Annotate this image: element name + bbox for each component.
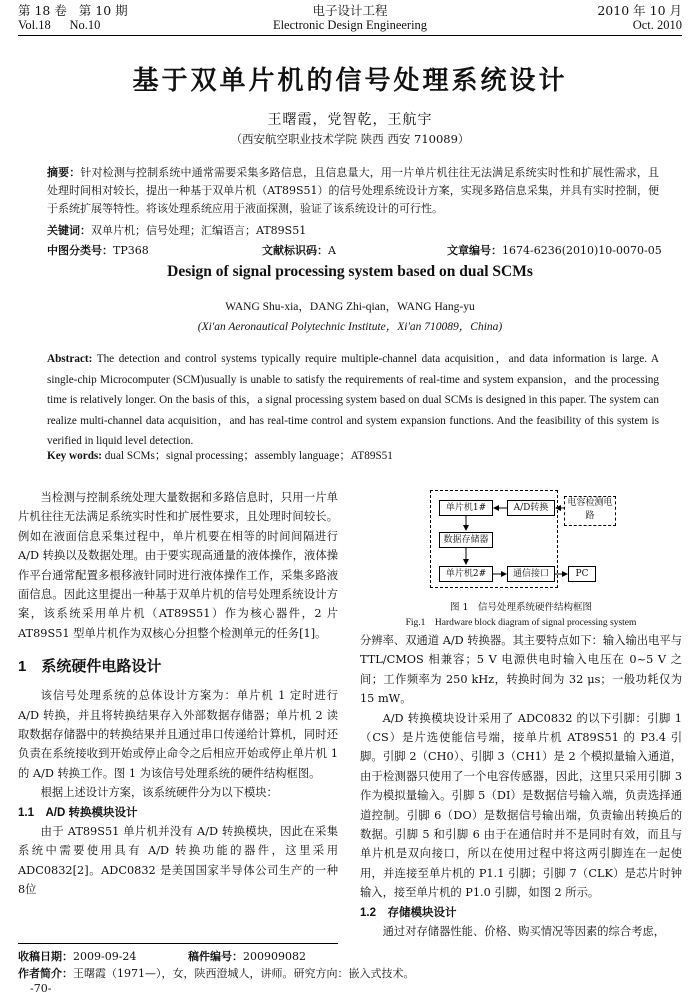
abstract-cn-label: 摘要：: [47, 166, 81, 179]
sensor-circuit-box: 电容检测电路: [564, 496, 616, 526]
modules-paragraph: 根据上述设计方案，该系统硬件分为以下模块：: [40, 786, 278, 800]
authors-en: WANG Shu-xia，DANG Zhi-qian，WANG Hang-yu: [225, 301, 475, 313]
bio-label: 作者简介：: [18, 967, 73, 980]
keywords-en-text: dual SCMs；signal processing；assembly language；AT89S51: [104, 450, 393, 462]
section-1-2-heading: 1.2 存储模块设计: [360, 906, 457, 919]
header-journal-en: Electronic Design Engineering: [272, 18, 428, 32]
abstract-en-label: Abstract:: [47, 353, 93, 365]
received-label: 收稿日期：: [18, 950, 73, 963]
author-bio: [18, 965, 415, 981]
bio-text: 王曙霞（1971—），女，陕西澄城人，讲师。研究方向：嵌入式技术。: [73, 967, 415, 980]
header-date-cn: 2010 年 10 月: [597, 3, 682, 18]
header-issue-cn: 第 10 期: [78, 3, 128, 18]
section-1-1-heading: 1.1 A/D 转换模块设计: [18, 806, 138, 819]
authors-cn: 王曙霞，党智乾，王航宇: [267, 112, 433, 128]
section-1-heading: 1 系统硬件电路设计: [18, 658, 162, 676]
intro-paragraph: 当检测与控制系统处理大量数据和多路信息时，只用一片单片机往往无法满足系统实时性和扩展性要求，且处理时间较长。例如在液面信息采集过程中，单片机要在相等的时间间隔进行 A/D 转换以及数据处理。由于要实现高通量的液体操作，液体操作平台通常配置多根移液针同时进行液体操作工作，采集多路液面信息。因此这里提出一种基于双单片机的信号处理系统设计方案，该系统采用单片机（AT89S51）作为核心器件，2 片 AT89S51 型单片机作为双核心分担整个检测单元的任务[1]。: [18, 491, 338, 640]
manuscript-label: 稿件编号：: [188, 950, 243, 963]
adc-pins-paragraph: A/D 转换模块设计采用了 ADC0832 的以下引脚：引脚 1（CS）是片选使能信号端，接单片机 AT89S51 的 P3.4 引脚。引脚 2（CH0）、引脚 3（CH1）是 2 个模拟量输入通道，由于检测器只使用了一个电容传感器，因此，这里只采用引脚 3 作为模拟量输入。引脚 5（DI）是数据信号输入端，负责选择通道控制。引脚 6（DO）是数据信号输出端，负责输出转换后的数据。引脚 5 和引脚 6 由于在通信时并不是同时有效，而且与单片机是双向接口，所以在使用过程中将这两引脚连在一起使用，并连接至单片机的 P1.1 引脚；引脚 7（CLK）是芯片时钟输入，接至单片机的 P1.0 引脚，如图 2 所示。: [360, 711, 683, 900]
adc-paragraph: 由于 AT89S51 单片机并没有 A/D 转换模块，因此在采集系统中需要使用具有 A/D 转换功能的器件，这里采用 ADC0832[2]。ADC0832 是美国国家半导体公司生产的一种 8位: [18, 824, 338, 896]
figure-1-caption-en: Fig.1 Hardware block diagram of signal processing system: [405, 618, 637, 628]
keywords-cn-text: 双单片机；信号处理；汇编语言；AT89S51: [91, 224, 307, 237]
memory-box: 数据存储器: [439, 532, 493, 548]
left-column: [18, 488, 338, 899]
page-number: -70-: [30, 982, 52, 995]
article-number: [447, 242, 662, 258]
affiliation-en: (Xi'an Aeronautical Polytechnic Institute，Xi'an 710089，China): [197, 321, 503, 333]
clc-value: TP368: [113, 244, 149, 257]
doc-code-value: A: [328, 244, 336, 257]
keywords-cn: [47, 222, 306, 238]
doc-code: [262, 242, 336, 258]
abstract-en-text: The detection and control systems typically require multiple-channel data acquisition，and data information is large. A single-chip Microcomputer (SCM)usually is unable to satisfy the requirements of real-time and system expansion，and the processing time is relatively longer. On the basis of this，a signal processing system based on dual SCMs is designed in this paper. The system can realize multi-channel data acquisition，and has real-time control and system expansion functions. And the feasibility of this system is verified in liquid level detection.: [47, 353, 659, 448]
clc-label: 中图分类号：: [47, 244, 113, 257]
abstract-cn: [47, 164, 659, 218]
paper-title-cn: 基于双单片机的信号处理系统设计: [132, 66, 568, 96]
keywords-cn-label: 关键词：: [47, 224, 91, 237]
header-date-en: Oct. 2010: [632, 18, 682, 32]
footnote-rule: [18, 943, 338, 944]
abstract-en: [47, 349, 659, 452]
article-no-value: 1674-6236(2010)10-0070-05: [502, 244, 662, 257]
section-1-paragraph: 该信号处理系统的总体设计方案为：单片机 1 定时进行 A/D 转换，并且将转换结果存入外部数据存储器；单片机 2 读取数据存储器中的转换结果并且通过串口传递给计算机，同时还负责在系统接收到开始或停止命令之后相应开始或停止单片机 1 的 A/D 转换工作。图 1 为该信号处理系统的硬件结构框图。: [18, 689, 338, 780]
keywords-en-label: Key words:: [47, 450, 102, 462]
keywords-en: [47, 447, 393, 463]
comm-interface-box: 通信接口: [507, 566, 555, 582]
abstract-cn-text: 针对检测与控制系统中通常需要采集多路信息，且信息量大，用一片单片机往往无法满足系统实时性和扩展性需求，且处理时间相对较长，提出一种基于双单片机（AT89S51）的信号处理系统设计方案，实现多路信息采集，并具有实时控制，便于系统扩展等特性。将该处理系统应用于液面探测，验证了该系统设计的可行性。: [47, 166, 659, 215]
received-value: 2009-09-24: [73, 950, 137, 963]
header-journal-cn: 电子设计工程: [312, 3, 388, 18]
adc-box: A/D转换: [507, 500, 555, 516]
figure-1-caption-cn: 图 1 信号处理系统硬件结构框图: [449, 602, 593, 613]
mcu2-box: 单片机2#: [439, 566, 493, 582]
adc-features-paragraph: 分辨率、双通道 A/D 转换器。其主要特点如下：输入输出电平与 TTL/CMOS 相兼容；5 V 电源供电时输入电压在 0~5 V 之间；工作频率为 250 kHz，转换时间为 32 μs；一般功耗仅为 15 mW。: [360, 634, 682, 706]
mcu1-box: 单片机1#: [439, 500, 493, 516]
header-issue-en: No.10: [69, 18, 101, 32]
received-date: [18, 948, 136, 964]
manuscript-value: 200909082: [243, 950, 306, 963]
affiliation-cn: （西安航空职业技术学院 陕西 西安 710089）: [230, 132, 470, 146]
figure-1-diagram: [430, 490, 670, 590]
header-volume-cn: 第 18 卷: [18, 3, 67, 18]
doc-code-label: 文献标识码：: [262, 244, 328, 257]
figure-1-arrows: [430, 490, 670, 590]
header-volume-en: Vol.18: [18, 18, 51, 32]
header-rule: [18, 35, 682, 36]
header-volume-issue-cn: [18, 3, 128, 18]
clc-number: [47, 242, 149, 258]
header-volume-issue-en: [18, 18, 100, 33]
storage-paragraph: 通过对存储器性能、价格、购买情况等因素的综合考虑，: [382, 924, 666, 938]
pc-box: PC: [568, 566, 596, 582]
manuscript-number: [188, 948, 306, 964]
article-no-label: 文章编号：: [447, 244, 502, 257]
right-column: [360, 631, 682, 941]
paper-title-en: Design of signal processing system based on dual SCMs: [167, 263, 533, 280]
